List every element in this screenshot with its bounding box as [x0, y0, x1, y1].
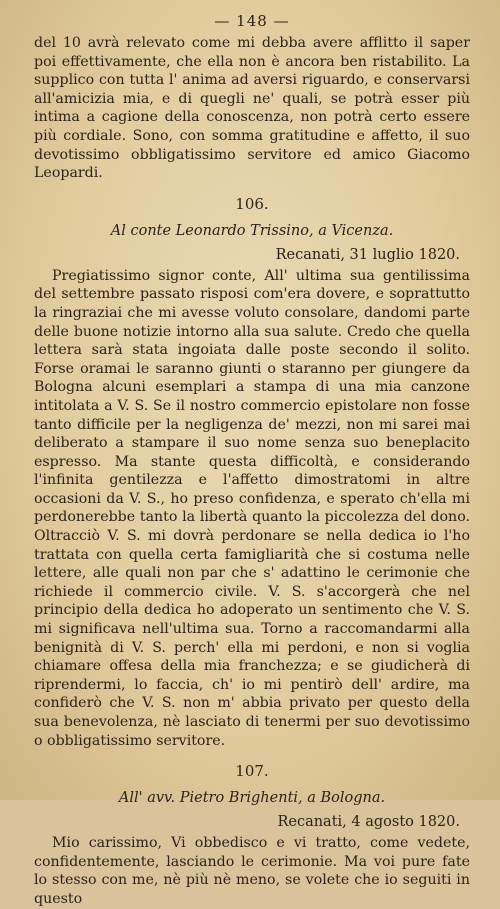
- letter-dateline-106: Recanati, 31 luglio 1820.: [275, 246, 460, 263]
- letter-body-106: Pregiatissimo signor conte, All' ultima sua gentilissima del settembre passato risposi com'era dovere, e soprattutto la ringraziai che mi avesse voluto consolare, dandomi parte delle buone notizie intorno alla sua salute. Credo che quella lettera sarà stata ingoiata dalle poste secondo il solito. Forse oramai le saranno giunti o staranno per giungere da Bologna alcuni esemplari a stampa di una mia canzone intitolata a V. S. Se il nostro commercio epistolare non fosse tanto difficile per la negligenza de' mezzi, non mi sarei mai deliberato a stampare il suo nome senza suo beneplacito espresso. Ma stante questa difficoltà, e considerando l'infinita gentilezza e l'affetto dimostratomi in altre occasioni da V. S., ho preso confidenza, e sperato ch'ella mi perdonerebbe tanto la libertà quanto la piccolezza del dono. Oltracciò V. S. mi dovrà perdonare se nella dedica io l'ho trattata con quella certa famigliarità che si costuma nelle lettere, alle quali non par che s' adattino le cerimonie che richiede il commercio civile. V. S. s'accorgerà che nel principio della dedica ho adoperato un sentimento che V. S. mi significava nell'ultima sua. Torno a raccomandarmi alla benignità di V. S. perch' ella mi perdoni, e non si voglia chiamare offesa della mia franchezza; e se giudicherà di riprendermi, lo faccia, ch' io mi pentirò dell' ardire, ma confiderò che V. S. non m' abbia privato per questo della sua benevolenza, nè lasciato di tenermi per suo devotissimo o obbligatissimo servitore.: [34, 267, 470, 749]
- continuation-paragraph: del 10 avrà relevato come mi debba avere afflitto il saper poi effettivamente, che ella non è ancora ben ristabilito. La supplico con tutta l' anima ad aversi riguardo, e conservarsi all'amicizia mia, e di quegli ne' quali, se potrà esser più intima a cagione della conoscenza, non potrà certo essere più cordiale. Sono, con somma gratitudine e affetto, il suo devotissimo obbligatissimo servitore ed amico Giacomo Leopardi.: [34, 35, 470, 182]
- letter-number-107: 107.: [235, 762, 269, 781]
- page-number: — 148 —: [214, 12, 290, 30]
- letter-body-107: Mio carissimo, Vi obbedisco e vi tratto, come vedete, confidentemente, lasciando le cerimonie. Ma voi pure fate lo stesso con me, nè più nè meno, se volete che io seguiti in questo: [34, 835, 470, 907]
- letter-addressee-106: Al conte Leonardo Trissino, a Vicenza.: [110, 222, 394, 239]
- letter-dateline-107: Recanati, 4 agosto 1820.: [277, 814, 460, 831]
- letter-number-106: 106.: [235, 194, 269, 213]
- letter-addressee-107: All' avv. Pietro Brighenti, a Bologna.: [118, 790, 386, 807]
